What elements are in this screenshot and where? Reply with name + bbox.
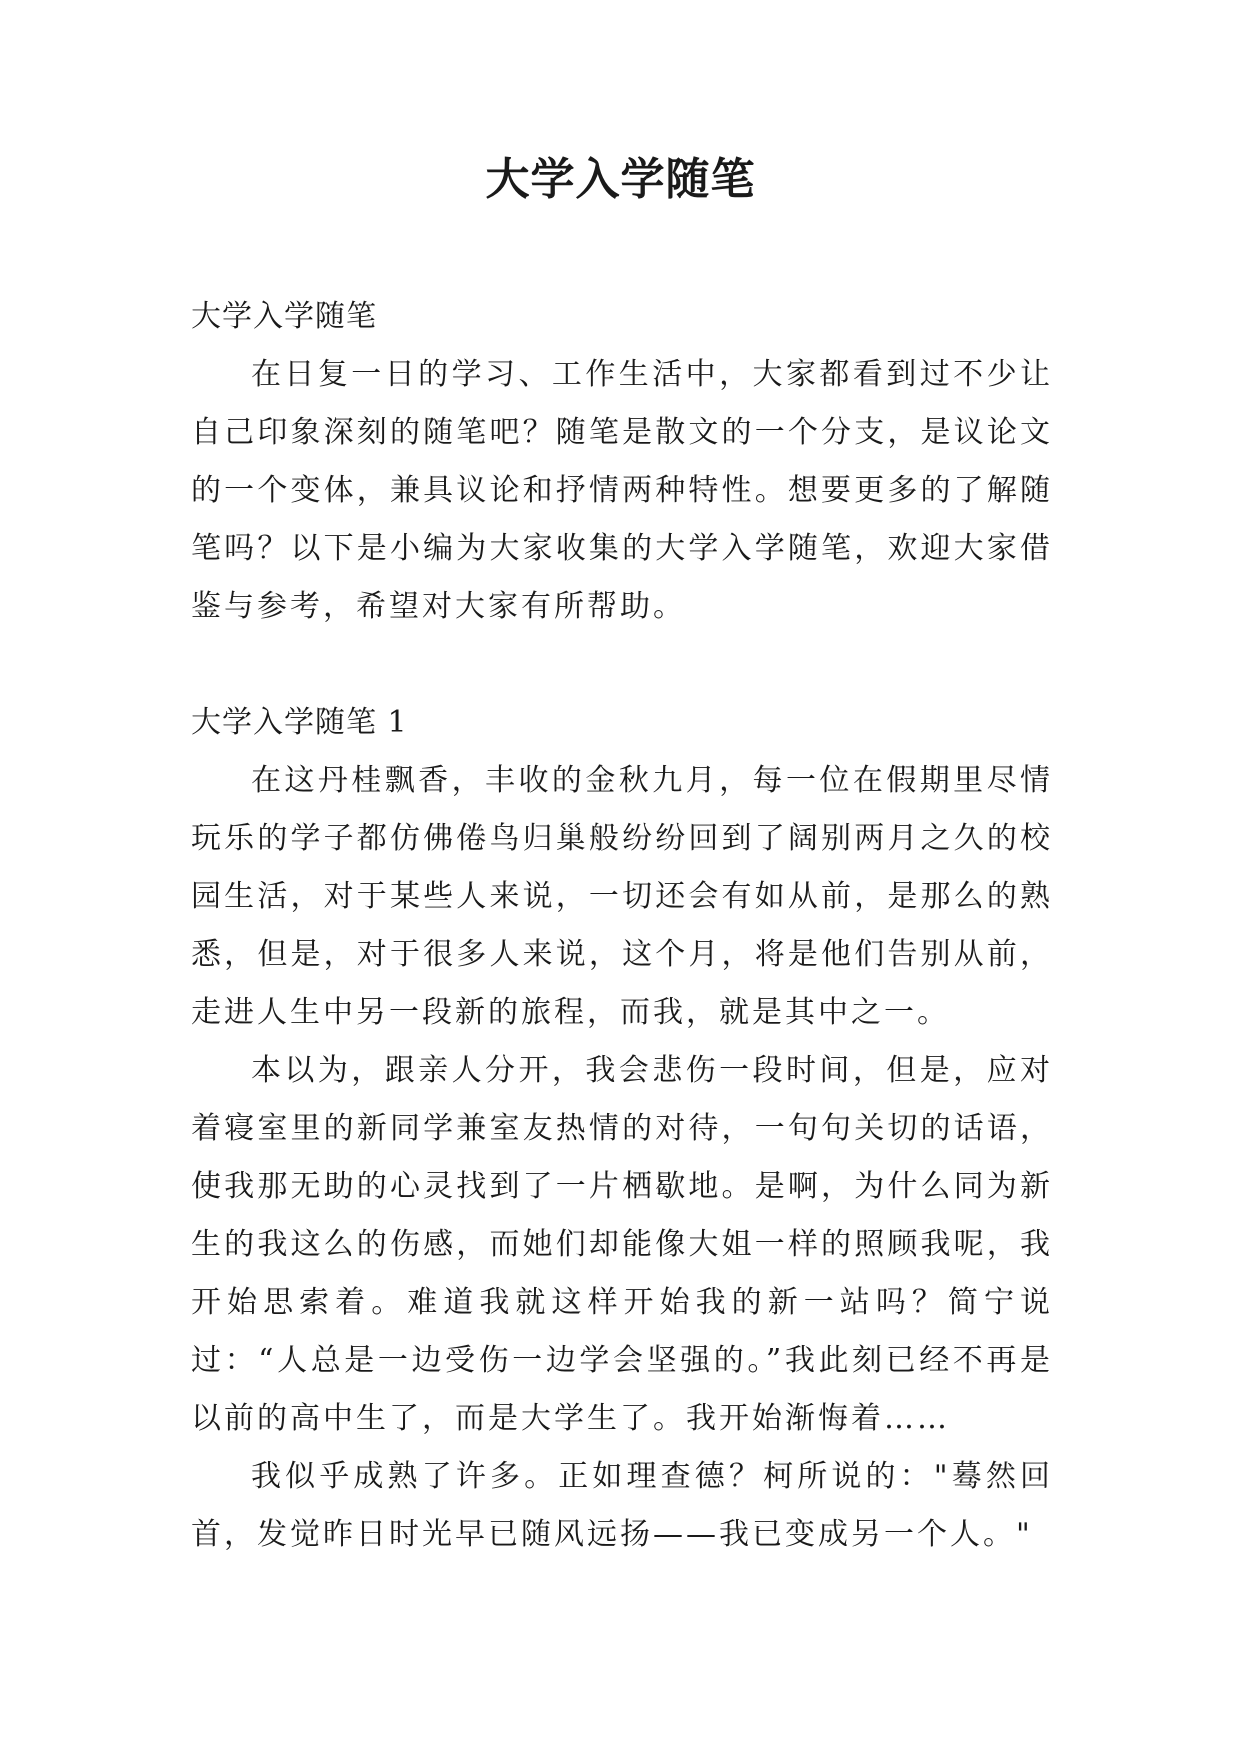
section-spacer: [191, 636, 1053, 694]
paragraph: 在这丹桂飘香，丰收的金秋九月，每一位在假期里尽情玩乐的学子都仿佛倦鸟归巢般纷纷回到了阔别两月之久的校园生活，对于某些人来说，一切还会有如从前，是那么的熟悉，但是，对于很多人来说，这个月，将是他们告别从前，走进人生中另一段新的旅程，而我，就是其中之一。: [191, 763, 1053, 1030]
page-title: 大学入学随笔: [485, 154, 756, 205]
paragraph: 我似乎成熟了许多。正如理查德？柯所说的："蓦然回首，发觉昨日时光早已随风远扬——我已变成另一个人。": [191, 1459, 1053, 1552]
paragraph: 本以为，跟亲人分开，我会悲伤一段时间，但是，应对着寝室里的新同学兼室友热情的对待，一句句关切的话语，使我那无助的心灵找到了一片栖歇地。是啊，为什么同为新生的我这么的伤感，而她们却能像大姐一样的照顾我呢，我开始思索着。难道我就这样开始我的新一站吗？简宁说过：“人总是一边受伤一边学会坚强的。”我此刻已经不再是以前的高中生了，而是大学生了。我开始渐悔着……: [191, 1053, 1053, 1436]
section-heading: 大学入学随笔: [191, 299, 377, 334]
document-body: [191, 288, 1053, 1564]
section-heading: 大学入学随笔 1: [191, 705, 408, 740]
paragraph: 在日复一日的学习、工作生活中，大家都看到过不少让自己印象深刻的随笔吧？随笔是散文的一个分支，是议论文的一个变体，兼具议论和抒情两种特性。想要更多的了解随笔吗？以下是小编为大家收集的大学入学随笔，欢迎大家借鉴与参考，希望对大家有所帮助。: [191, 357, 1053, 624]
